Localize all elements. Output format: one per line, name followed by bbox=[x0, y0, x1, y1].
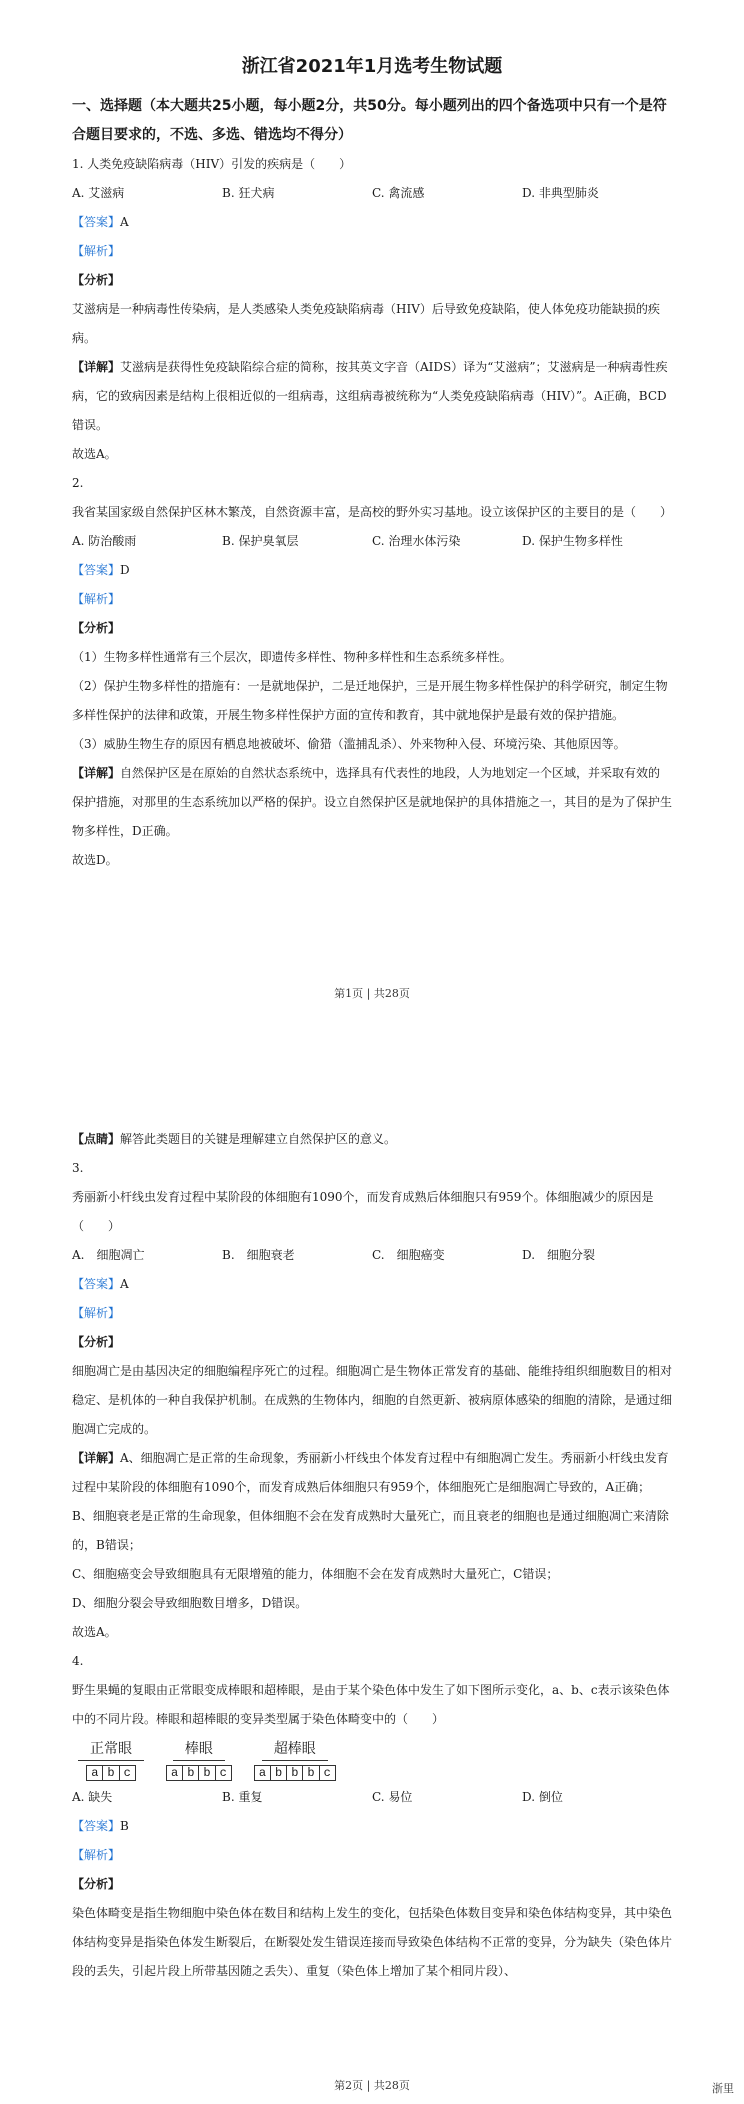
diagram-group bbox=[78, 1738, 144, 1781]
chromosome-segments bbox=[166, 1765, 232, 1781]
q2-answer bbox=[72, 556, 672, 585]
q3-option-c: C. 细胞癌变 bbox=[372, 1248, 445, 1262]
q4-option-b: B. 重复 bbox=[222, 1790, 263, 1804]
q2-option-a: A. 防治酸雨 bbox=[72, 534, 137, 548]
q2-point-1: （1）生物多样性通常有三个层次，即遗传多样性、物种多样性和生态系统多样性。 bbox=[72, 650, 512, 664]
page-1-content bbox=[72, 52, 672, 875]
q2-answer-value: D bbox=[120, 563, 130, 577]
q1-analysis bbox=[72, 237, 672, 266]
q1-conclusion: 故选A。 bbox=[72, 447, 117, 461]
q3-stem: 秀丽新小杆线虫发育过程中某阶段的体细胞有1090个，而发育成熟后体细胞只有959个。体细胞减少的原因是（ ） bbox=[72, 1190, 654, 1233]
q2-analysis bbox=[72, 585, 672, 614]
q3-answer bbox=[72, 1270, 672, 1299]
q3-fenxi: 细胞凋亡是由基因决定的细胞编程序死亡的过程。细胞凋亡是生物体正常发育的基础、能维持组织细胞数目的相对稳定、是机体的一种自我保护机制。在成熟的生物体内，细胞的自然更新、被病原体感染的细胞的清除，是通过细胞凋亡完成的。 bbox=[72, 1364, 673, 1436]
fenxi-tag: 【分析】 bbox=[72, 1335, 121, 1349]
diagram-group bbox=[254, 1738, 336, 1781]
chromosome-segment: b bbox=[303, 1766, 319, 1780]
q2-number: 2. bbox=[72, 476, 84, 490]
chromosome-segment: b bbox=[199, 1766, 215, 1780]
q1-stem: 1. 人类免疫缺陷病毒（HIV）引发的疾病是（ ） bbox=[72, 157, 352, 171]
chromosome-segments bbox=[86, 1765, 136, 1781]
page-1 bbox=[0, 0, 744, 1015]
answer-tag: 【答案】 bbox=[72, 1819, 121, 1833]
corner-watermark: 浙里 bbox=[712, 2082, 734, 2095]
q3-detail-c: C、细胞癌变会导致细胞具有无限增殖的能力，体细胞不会在发育成熟时大量死亡，C错误； bbox=[72, 1567, 559, 1581]
chromosome-segment: c bbox=[219, 1766, 227, 1780]
chromosome-segment: a bbox=[87, 1766, 103, 1780]
chromosome-segment: b bbox=[271, 1766, 287, 1780]
q1-option-a: A. 艾滋病 bbox=[72, 186, 125, 200]
diagram-group-label: 棒眼 bbox=[173, 1738, 225, 1761]
q2-point-3: （3）威胁生物生存的原因有栖息地被破坏、偷猎（滥捕乱杀）、外来物种入侵、环境污染、其他原因等。 bbox=[72, 737, 626, 751]
fenxi-tag: 【分析】 bbox=[72, 621, 121, 635]
q4-option-a: A. 缺失 bbox=[72, 1790, 113, 1804]
q1-option-b: B. 狂犬病 bbox=[222, 186, 275, 200]
q1-fenxi: 艾滋病是一种病毒性传染病，是人类感染人类免疫缺陷病毒（HIV）后导致免疫缺陷，使人体免疫功能缺损的疾病。 bbox=[72, 302, 660, 345]
q4-option-c: C. 易位 bbox=[372, 1790, 413, 1804]
q4-number: 4. bbox=[72, 1654, 84, 1668]
q4-analysis bbox=[72, 1841, 672, 1870]
q1-detail bbox=[72, 353, 672, 440]
page-1-footer: 第1页 | 共28页 bbox=[334, 987, 410, 1000]
q3-fenxi-heading bbox=[72, 1328, 672, 1357]
q2-option-b: B. 保护臭氧层 bbox=[222, 534, 299, 548]
page-2-footer: 第2页 | 共28页 bbox=[334, 2079, 410, 2092]
q4-options bbox=[72, 1783, 672, 1812]
diagram-group-label: 超棒眼 bbox=[262, 1738, 328, 1761]
q4-option-d: D. 倒位 bbox=[522, 1790, 563, 1804]
q1-fenxi-heading bbox=[72, 266, 672, 295]
q1-option-c: C. 禽流感 bbox=[372, 186, 425, 200]
answer-tag: 【答案】 bbox=[72, 563, 121, 577]
q4-stem: 野生果蝇的复眼由正常眼变成棒眼和超棒眼，是由于某个染色体中发生了如下图所示变化，a、b、c表示该染色体中的不同片段。棒眼和超棒眼的变异类型属于染色体畸变中的（ ） bbox=[72, 1683, 670, 1726]
q3-options bbox=[72, 1241, 672, 1270]
analysis-tag: 【解析】 bbox=[72, 1306, 121, 1320]
q3-detail-d: D、细胞分裂会导致细胞数目增多，D错误。 bbox=[72, 1596, 308, 1610]
diagram-group bbox=[166, 1738, 232, 1781]
q1-answer-value: A bbox=[120, 215, 129, 229]
diagram-group-label: 正常眼 bbox=[78, 1738, 144, 1761]
chromosome-segment: b bbox=[103, 1766, 119, 1780]
q1-options bbox=[72, 179, 672, 208]
q4-answer bbox=[72, 1812, 672, 1841]
tip-tag: 【点睛】 bbox=[72, 1132, 121, 1146]
q4-answer-value: B bbox=[120, 1819, 129, 1833]
q3-analysis bbox=[72, 1299, 672, 1328]
detail-tag: 【详解】 bbox=[72, 360, 121, 374]
analysis-tag: 【解析】 bbox=[72, 592, 121, 606]
q1-detail-text: 艾滋病是获得性免疫缺陷综合症的简称，按其英文字音（AIDS）译为“艾滋病”；艾滋病是一种病毒性疾病，它的致病因素是结构上很相近似的一组病毒，这组病毒被统称为“人类免疫缺陷病毒（HIV）”。A正确，BCD错误。 bbox=[72, 360, 668, 432]
q2-point-2: （2）保护生物多样性的措施有：一是就地保护，二是迁地保护，三是开展生物多样性保护的科学研究，制定生物多样性保护的法律和政策，开展生物多样性保护方面的宣传和教育，其中就地保护是最有效的保护措施。 bbox=[72, 679, 668, 722]
q3-detail-text: A、细胞凋亡是正常的生命现象，秀丽新小杆线虫个体发育过程中有细胞凋亡发生。秀丽新小杆线虫发育过程中某阶段的体细胞有1090个，而发育成熟后体细胞只有959个，体细胞死亡是细胞凋亡导致的，A正确； bbox=[72, 1451, 669, 1494]
q3-detail bbox=[72, 1444, 672, 1502]
q3-option-d: D. 细胞分裂 bbox=[522, 1248, 596, 1262]
q2-option-d: D. 保护生物多样性 bbox=[522, 534, 623, 548]
chromosome-segment: a bbox=[255, 1766, 271, 1780]
q2-stem: 我省某国家级自然保护区林木繁茂，自然资源丰富，是高校的野外实习基地。设立该保护区的主要目的是（ ） bbox=[72, 505, 673, 519]
q4-fenxi: 染色体畸变是指生物细胞中染色体在数目和结构上发生的变化，包括染色体数目变异和染色体结构变异，其中染色体结构变异是指染色体发生断裂后，在断裂处发生错误连接而导致染色体结构不正常的变异，分为缺失（染色体片段的丢失，引起片段上所带基因随之丢失）、重复（染色体上增加了某个相同片段）、 bbox=[72, 1906, 673, 1978]
chromosome-segment: b bbox=[287, 1766, 303, 1780]
q3-conclusion: 故选A。 bbox=[72, 1625, 117, 1639]
section-heading: 一、选择题（本大题共25小题，每小题2分，共50分。每小题列出的四个备选项中只有一个是符合题目要求的，不选、多选、错选均不得分） bbox=[72, 98, 667, 143]
chromosome-segment: b bbox=[183, 1766, 199, 1780]
q3-detail-b: B、细胞衰老是正常的生命现象，但体细胞不会在发育成熟时大量死亡，而且衰老的细胞也是通过细胞凋亡来清除的，B错误； bbox=[72, 1509, 669, 1552]
q2-detail-text: 自然保护区是在原始的自然状态系统中，选择具有代表性的地段，人为地划定一个区域，并采取有效的保护措施，对那里的生态系统加以严格的保护。设立自然保护区是就地保护的具体措施之一，其目的是为了保护生物多样性，D正确。 bbox=[72, 766, 673, 838]
detail-tag: 【详解】 bbox=[72, 1451, 121, 1465]
answer-tag: 【答案】 bbox=[72, 215, 121, 229]
q3-option-a: A. 细胞凋亡 bbox=[72, 1248, 145, 1262]
fenxi-tag: 【分析】 bbox=[72, 273, 121, 287]
page-title: 浙江省2021年1月选考生物试题 bbox=[241, 56, 503, 77]
q3-number: 3. bbox=[72, 1161, 84, 1175]
page-2-content bbox=[72, 1125, 672, 1986]
analysis-tag: 【解析】 bbox=[72, 244, 121, 258]
q2-option-c: C. 治理水体污染 bbox=[372, 534, 461, 548]
q2-tip bbox=[72, 1125, 672, 1154]
q2-tip-text: 解答此类题目的关键是理解建立自然保护区的意义。 bbox=[120, 1132, 397, 1146]
chromosome-segment: a bbox=[167, 1766, 183, 1780]
page-2 bbox=[0, 1115, 744, 2104]
q4-fenxi-heading bbox=[72, 1870, 672, 1899]
answer-tag: 【答案】 bbox=[72, 1277, 121, 1291]
q1-answer bbox=[72, 208, 672, 237]
fenxi-tag: 【分析】 bbox=[72, 1877, 121, 1891]
chromosome-segments bbox=[254, 1765, 336, 1781]
analysis-tag: 【解析】 bbox=[72, 1848, 121, 1862]
q1-option-d: D. 非典型肺炎 bbox=[522, 186, 599, 200]
chromosome-segment: c bbox=[123, 1766, 131, 1780]
detail-tag: 【详解】 bbox=[72, 766, 121, 780]
q3-option-b: B. 细胞衰老 bbox=[222, 1248, 295, 1262]
chromosome-segment: c bbox=[323, 1766, 331, 1780]
q2-detail bbox=[72, 759, 672, 846]
q2-conclusion: 故选D。 bbox=[72, 853, 118, 867]
chromosome-diagram bbox=[78, 1738, 672, 1781]
q2-fenxi-heading bbox=[72, 614, 672, 643]
q2-options bbox=[72, 527, 672, 556]
q3-answer-value: A bbox=[120, 1277, 129, 1291]
